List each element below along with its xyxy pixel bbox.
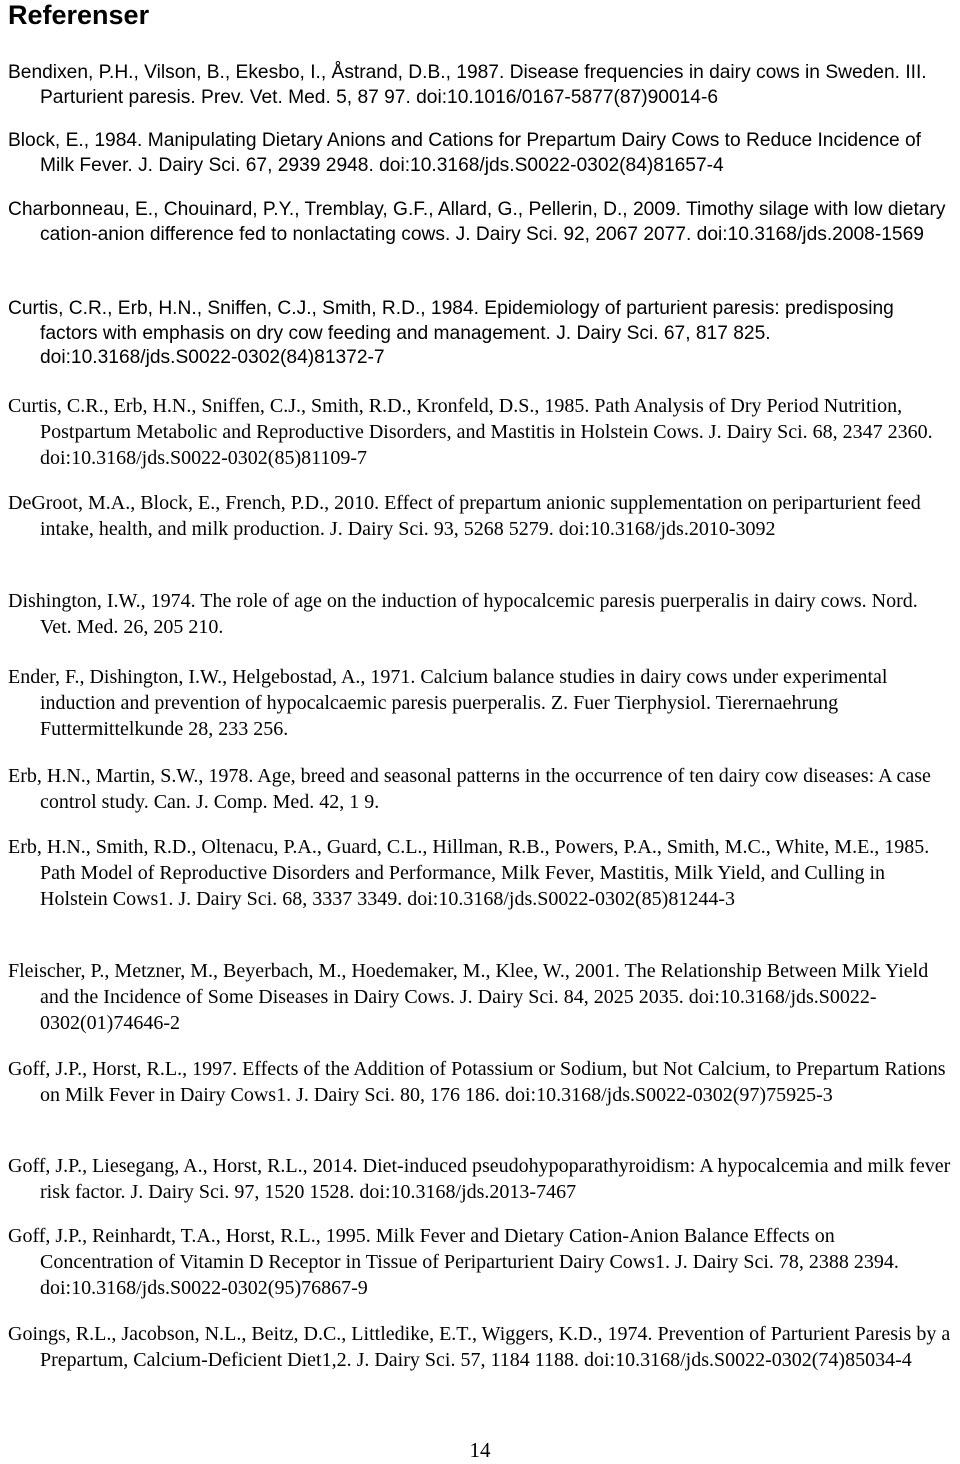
reference-ender-1971: Ender, F., Dishington, I.W., Helgebostad, A., 1971. Calcium balance studies in dairy cows under experimental induction and prevention of hypocalcaemic paresis puerperalis. Z. Fuer Tierphysiol. Tierernaehrung Futtermittelkunde 28, 233 256. bbox=[8, 666, 888, 740]
reference-curtis-1984: Curtis, C.R., Erb, H.N., Sniffen, C.J., Smith, R.D., 1984. Epidemiology of parturient paresis: predisposing factors with emphasis on dry cow feeding and management. J. Dairy Sci. 67, 817 825. doi:10.3168/jds.S0022-0302(84)81372-7 bbox=[8, 298, 894, 368]
reference-erb-1978: Erb, H.N., Martin, S.W., 1978. Age, breed and seasonal patterns in the occurrence of ten dairy cow diseases: A case control study. Can. J. Comp. Med. 42, 1 9. bbox=[8, 765, 931, 813]
reference-goff-2014: Goff, J.P., Liesegang, A., Horst, R.L., 2014. Diet-induced pseudohypoparathyroidism: A hypocalcemia and milk fever risk factor. J. Dairy Sci. 97, 1520 1528. doi:10.3168/jds.2013-7467 bbox=[8, 1155, 951, 1203]
reference-goff-1997: Goff, J.P., Horst, R.L., 1997. Effects of the Addition of Potassium or Sodium, but Not Calcium, to Prepartum Rations on Milk Fever in Dairy Cows1. J. Dairy Sci. 80, 176 186. doi:10.3168/jds.S0022-0302(97)75925-3 bbox=[8, 1058, 946, 1106]
page-number: 14 bbox=[469, 1438, 491, 1462]
reference-erb-1985: Erb, H.N., Smith, R.D., Oltenacu, P.A., Guard, C.L., Hillman, R.B., Powers, P.A., Smith, M.C., White, M.E., 1985. Path Model of Reproductive Disorders and Performance, Milk Fever, Mastitis, Milk Yield, and Culling in Holstein Cows1. J. Dairy Sci. 68, 3337 3349. doi:10.3168/jds.S0022-0302(85)81244-3 bbox=[8, 836, 930, 910]
reference-block-1984: Block, E., 1984. Manipulating Dietary Anions and Cations for Prepartum Dairy Cows to Reduce Incidence of Milk Fever. J. Dairy Sci. 67, 2939 2948. doi:10.3168/jds.S0022-0302(84)81657-4 bbox=[8, 130, 921, 176]
reference-curtis-1985: Curtis, C.R., Erb, H.N., Sniffen, C.J., Smith, R.D., Kronfeld, D.S., 1985. Path Analysis of Dry Period Nutrition, Postpartum Metabolic and Reproductive Disorders, and Mastitis in Holstein Cows. J. Dairy Sci. 68, 2347 2360. doi:10.3168/jds.S0022-0302(85)81109-7 bbox=[8, 395, 933, 469]
reference-degroot-2010: DeGroot, M.A., Block, E., French, P.D., 2010. Effect of prepartum anionic supplementation on periparturient feed intake, health, and milk production. J. Dairy Sci. 93, 5268 5279. doi:10.3168/jds.2010-3092 bbox=[8, 492, 921, 540]
reference-goings-1974: Goings, R.L., Jacobson, N.L., Beitz, D.C., Littledike, E.T., Wiggers, K.D., 1974. Prevention of Parturient Paresis by a Prepartum, Calcium-Deficient Diet1,2. J. Dairy Sci. 57, 1184 1188. doi:10.3168/jds.S0022-0302(74)85034-4 bbox=[8, 1323, 951, 1371]
reference-charbonneau-2009: Charbonneau, E., Chouinard, P.Y., Tremblay, G.F., Allard, G., Pellerin, D., 2009. Timothy silage with low dietary cation-anion difference fed to nonlactating cows. J. Dairy Sci. 92, 2067 2077. doi:10.3168/jds.2008-1569 bbox=[8, 199, 946, 245]
page-heading: Referenser bbox=[8, 0, 150, 30]
reference-dishington-1974: Dishington, I.W., 1974. The role of age on the induction of hypocalcemic paresis puerperalis in dairy cows. Nord. Vet. Med. 26, 205 210. bbox=[8, 590, 918, 638]
reference-fleischer-2001: Fleischer, P., Metzner, M., Beyerbach, M., Hoedemaker, M., Klee, W., 2001. The Relationship Between Milk Yield and the Incidence of Some Diseases in Dairy Cows. J. Dairy Sci. 84, 2025 2035. doi:10.3168/jds.S0022-0302(01)74646-2 bbox=[8, 960, 929, 1034]
reference-bendixen-1987: Bendixen, P.H., Vilson, B., Ekesbo, I., Åstrand, D.B., 1987. Disease frequencies in dairy cows in Sweden. III. Parturient paresis. Prev. Vet. Med. 5, 87 97. doi:10.1016/0167-5877(87)90014-6 bbox=[8, 62, 927, 108]
reference-goff-1995: Goff, J.P., Reinhardt, T.A., Horst, R.L., 1995. Milk Fever and Dietary Cation-Anion Balance Effects on Concentration of Vitamin D Receptor in Tissue of Periparturient Dairy Cows1. J. Dairy Sci. 78, 2388 2394. doi:10.3168/jds.S0022-0302(95)76867-9 bbox=[8, 1225, 899, 1299]
